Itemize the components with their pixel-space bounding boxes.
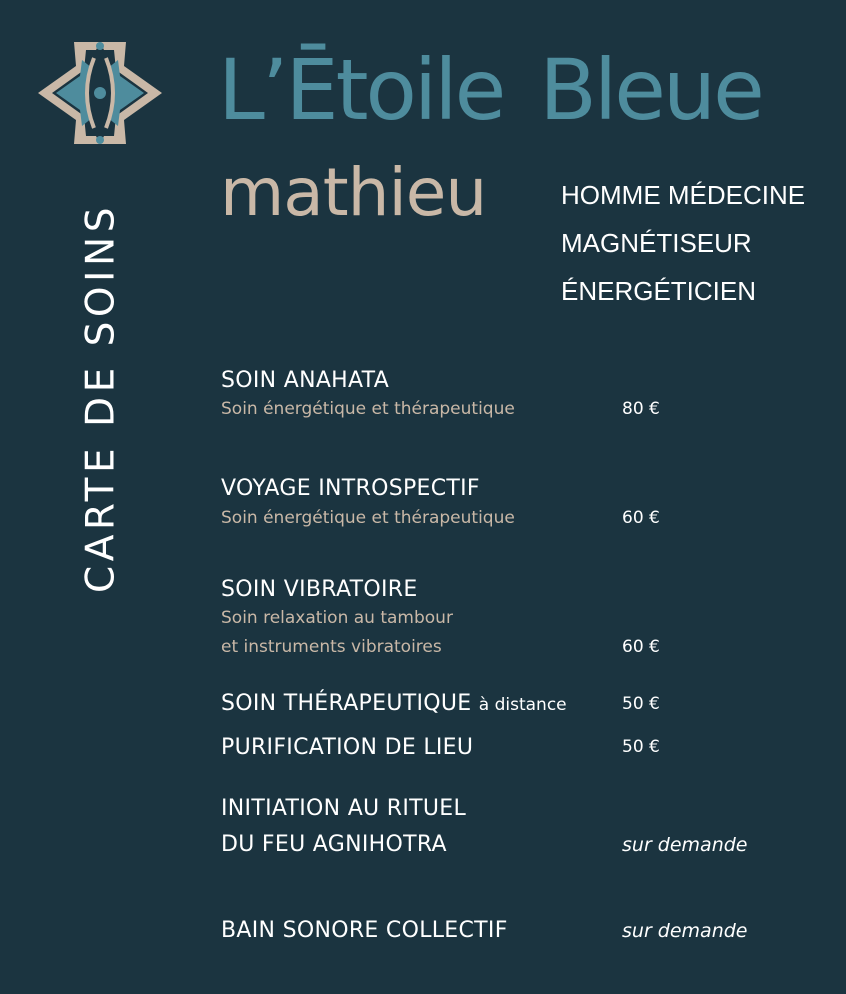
service-price: sur demande	[622, 920, 748, 942]
service-price: 60 €	[622, 637, 660, 657]
service-title-suffix: à distance	[478, 695, 567, 715]
service-title-main: SOIN THÉRAPEUTIQUE	[221, 691, 472, 716]
brand-word-bleue: Bleue	[539, 41, 762, 139]
service-price: 50 €	[622, 694, 660, 714]
service-title: VOYAGE INTROSPECTIF	[221, 476, 480, 501]
service-price: 60 €	[622, 508, 660, 528]
service-title: PURIFICATION DE LIEU	[221, 735, 474, 760]
service-price: 80 €	[622, 399, 660, 419]
service-description: Soin énergétique et thérapeutique	[221, 508, 515, 528]
star-logo-icon	[36, 38, 164, 148]
practitioner-name: mathieu	[220, 154, 487, 231]
service-title: BAIN SONORE COLLECTIF	[221, 918, 508, 943]
service-description-line2: et instruments vibratoires	[221, 637, 442, 657]
role-3: ÉNERGÉTICIEN	[561, 276, 757, 306]
brand-word-etoile: L’Ētoile	[218, 41, 504, 139]
service-price: 50 €	[622, 737, 660, 757]
role-1: HOMME MÉDECINE	[561, 180, 806, 210]
service-title-line1: INITIATION AU RITUEL	[221, 796, 467, 821]
service-title: SOIN ANAHATA	[221, 368, 390, 393]
service-title: SOIN VIBRATOIRE	[221, 577, 418, 602]
service-title	[221, 693, 567, 715]
service-title-line2: DU FEU AGNIHOTRA	[221, 832, 447, 857]
vertical-title: CARTE DE SOINS	[78, 203, 124, 593]
brand-title	[218, 41, 762, 139]
service-price: sur demande	[622, 834, 748, 856]
role-2: MAGNÉTISEUR	[561, 228, 752, 258]
service-description: Soin énergétique et thérapeutique	[221, 399, 515, 419]
service-description-line1: Soin relaxation au tambour	[221, 608, 453, 628]
